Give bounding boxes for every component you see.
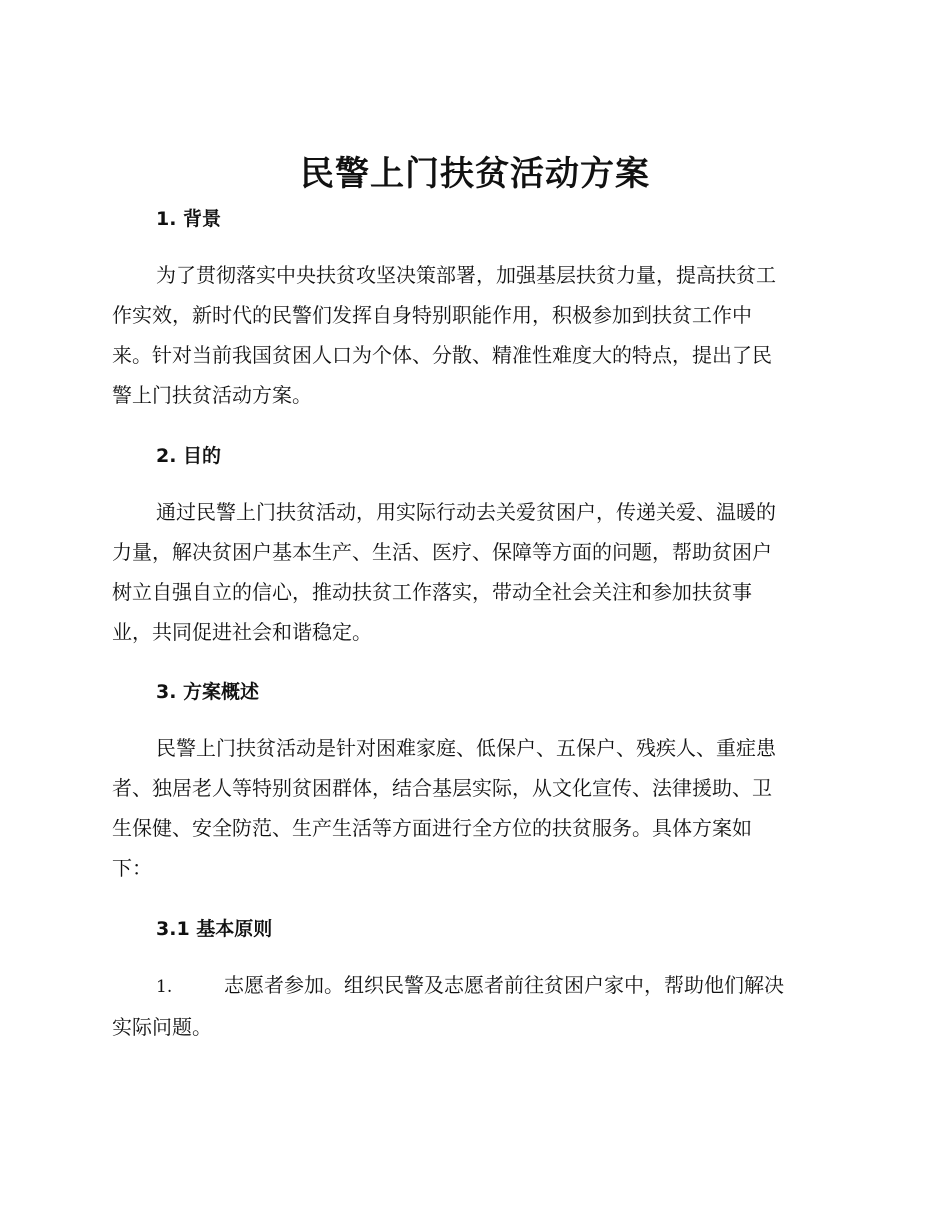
- paragraph-line: 作实效，新时代的民警们发挥自身特别职能作用，积极参加到扶贫工作中: [112, 303, 752, 327]
- section-heading-overview: 3. 方案概述: [156, 681, 260, 703]
- list-item: [112, 965, 832, 1047]
- paragraph-line: 通过民警上门扶贫活动，用实际行动去关爱贫困户，传递关爱、温暖的: [156, 500, 776, 524]
- section-paragraph-purpose: [112, 492, 832, 652]
- paragraph-line: 力量，解决贫困户基本生产、生活、医疗、保障等方面的问题，帮助贫困户: [112, 540, 772, 564]
- section-heading-background: 1. 背景: [156, 208, 222, 230]
- paragraph-line: 民警上门扶贫活动是针对困难家庭、低保户、五保户、残疾人、重症患: [156, 736, 776, 760]
- list-item-number: 1.: [156, 977, 173, 997]
- list-item-continuation: 实际问题。: [112, 1015, 212, 1039]
- section-heading-principles: 3.1 基本原则: [156, 918, 273, 940]
- paragraph-line: 生保健、安全防范、生产生活等方面进行全方位的扶贫服务。具体方案如: [112, 816, 752, 840]
- section-paragraph-overview: [112, 728, 832, 888]
- paragraph-line: 为了贯彻落实中央扶贫攻坚决策部署，加强基层扶贫力量，提高扶贫工: [156, 263, 776, 287]
- paragraph-line: 者、独居老人等特别贫困群体，结合基层实际，从文化宣传、法律援助、卫: [112, 776, 772, 800]
- paragraph-line: 业，共同促进社会和谐稳定。: [112, 620, 372, 644]
- paragraph-line: 来。针对当前我国贫困人口为个体、分散、精准性难度大的特点，提出了民: [112, 343, 772, 367]
- section-paragraph-background: [112, 255, 832, 415]
- paragraph-line: 树立自强自立的信心，推动扶贫工作落实，带动全社会关注和参加扶贫事: [112, 580, 752, 604]
- document-title: 民警上门扶贫活动方案: [300, 154, 650, 194]
- section-heading-purpose: 2. 目的: [156, 445, 222, 467]
- list-item-text: 志愿者参加。组织民警及志愿者前往贫困户家中，帮助他们解决: [224, 973, 784, 997]
- list-item-first-line: [112, 965, 832, 1007]
- paragraph-line: 警上门扶贫活动方案。: [112, 383, 312, 407]
- paragraph-line: 下：: [112, 856, 152, 880]
